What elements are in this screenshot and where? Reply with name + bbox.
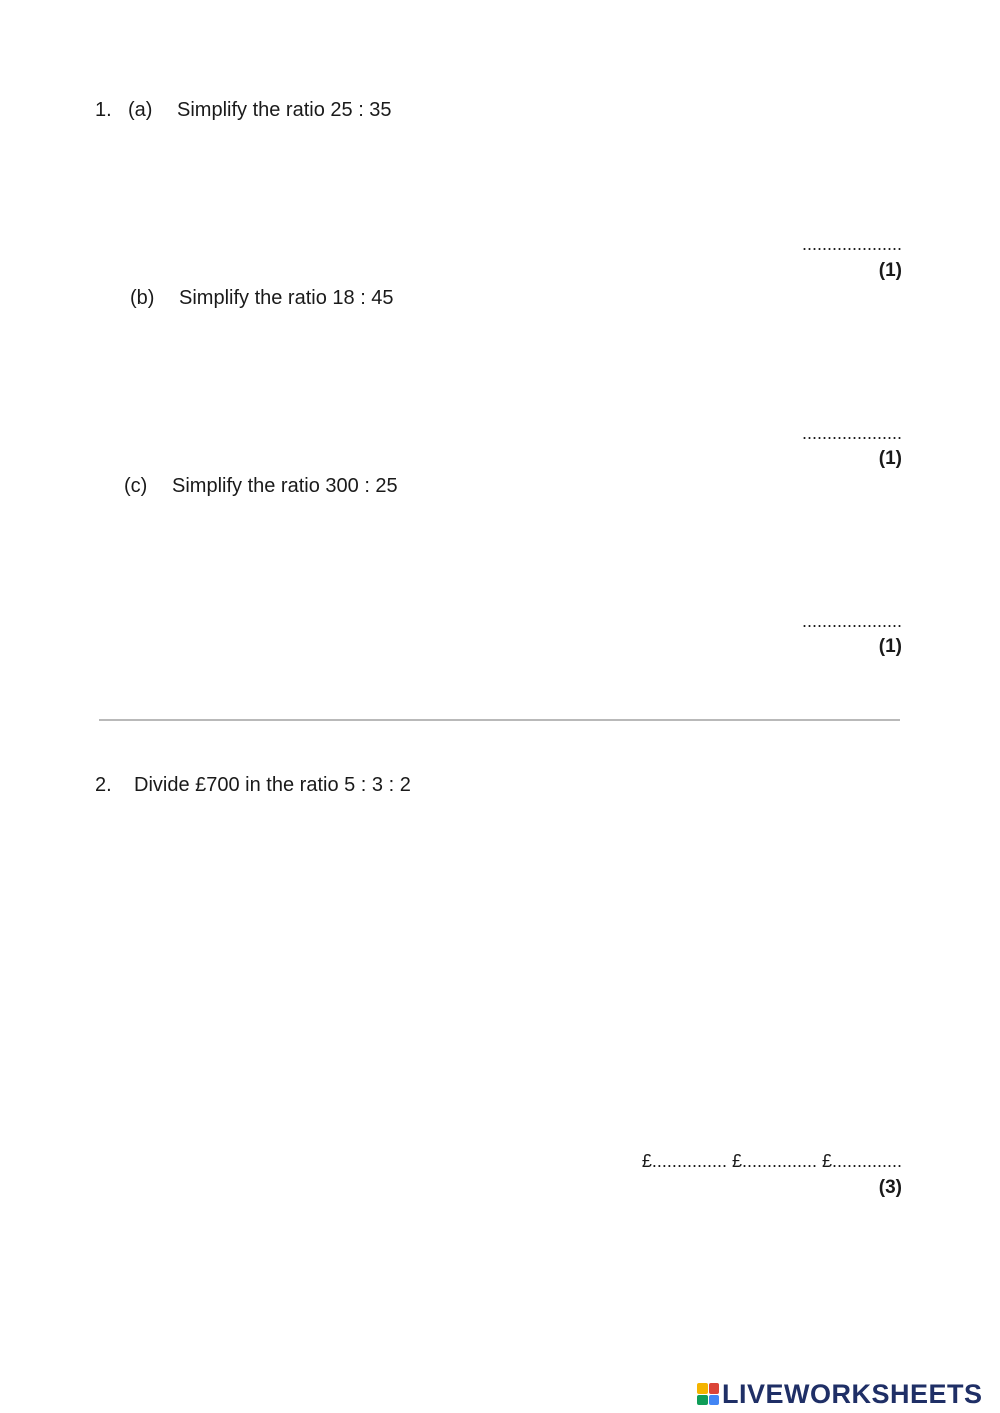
question-2-text: Divide £700 in the ratio 5 : 3 : 2 bbox=[134, 774, 411, 796]
question-1a-label: (a) bbox=[128, 99, 153, 121]
marks-1a: (1) bbox=[878, 260, 902, 281]
section-divider bbox=[99, 719, 900, 721]
question-1b-label: (b) bbox=[130, 287, 155, 309]
question-1a-text: Simplify the ratio 25 : 35 bbox=[177, 99, 392, 121]
marks-2: (3) bbox=[878, 1177, 902, 1198]
marks-1b: (1) bbox=[878, 448, 902, 469]
answer-field-1c[interactable]: .................... bbox=[801, 611, 902, 631]
answer-field-1b[interactable]: .................... bbox=[801, 423, 902, 443]
question-1-number: 1. bbox=[95, 99, 112, 121]
answer-field-2[interactable]: £............... £............... £.............. bbox=[641, 1151, 902, 1171]
liveworksheets-logo-icon bbox=[697, 1383, 719, 1405]
answer-field-1a[interactable]: .................... bbox=[801, 234, 902, 254]
question-1c-text: Simplify the ratio 300 : 25 bbox=[172, 475, 398, 497]
marks-1c: (1) bbox=[878, 636, 902, 657]
question-1c-label: (c) bbox=[124, 475, 148, 497]
liveworksheets-logo-text: LIVEWORKSHEETS bbox=[722, 1378, 983, 1409]
liveworksheets-logo bbox=[697, 1380, 983, 1408]
question-2-number: 2. bbox=[95, 774, 112, 796]
question-1b-text: Simplify the ratio 18 : 45 bbox=[179, 287, 394, 309]
